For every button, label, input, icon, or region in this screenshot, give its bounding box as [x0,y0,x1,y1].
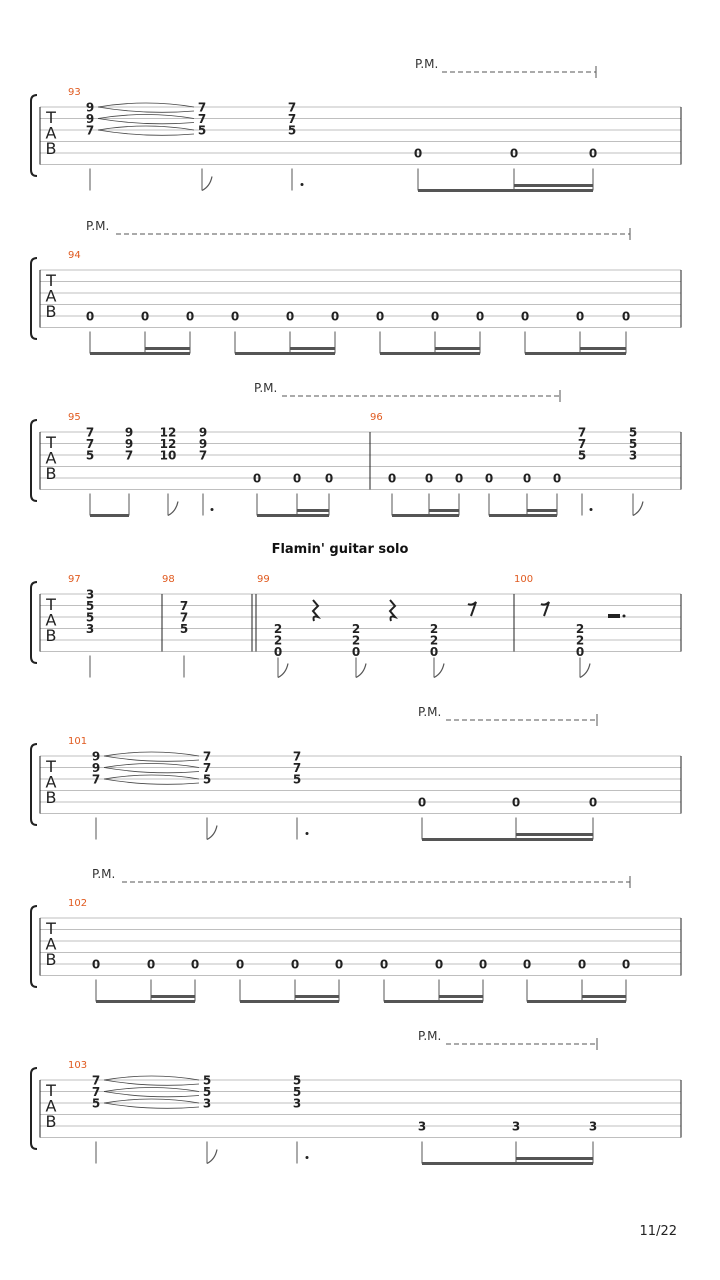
fret-number: 5 [85,448,95,463]
fret-number: 9 [85,112,95,126]
fret-number: 0 [520,309,530,324]
fret-number: 7 [577,425,587,440]
fret-number: 0 [324,471,334,486]
tab-clef-letter: A [45,934,57,954]
fret-number: 0 [454,471,464,486]
fret-number: 0 [351,645,361,659]
fret-number: 5 [628,437,638,451]
slide-curve [98,103,194,107]
fret-number: 7 [91,772,101,787]
note-flag [202,177,212,191]
fret-number: 5 [85,610,95,625]
system-bracket [31,95,37,176]
palm-mute-label: P.M. [86,219,110,233]
fret-number: 0 [475,309,485,324]
measure-number: 99 [257,574,270,585]
measure-number: 103 [68,1060,88,1071]
tab-system [31,381,681,516]
tab-system [31,705,681,840]
fret-number: 7 [179,599,189,613]
fret-number: 7 [179,610,189,625]
quarter-rest-symbol [313,600,318,621]
slide-curve [98,119,194,124]
tab-clef-letter: B [45,464,57,483]
fret-number: 0 [621,309,631,324]
fret-number: 3 [202,1096,212,1111]
fret-number: 7 [292,761,302,775]
slide-curve [98,126,194,130]
augmentation-dot [306,832,309,835]
slide-curve [98,115,194,119]
tab-clef-letter: A [45,772,57,792]
augmentation-dot [590,508,593,511]
slide-curve [104,768,199,773]
fret-number: 5 [202,772,212,787]
fret-number: 0 [417,795,427,810]
fret-number: 5 [91,1096,101,1111]
fret-number: 7 [292,749,302,764]
fret-number: 0 [235,957,245,972]
fret-number: 7 [85,123,95,138]
system-bracket [31,582,37,663]
tab-clef-letter: B [45,626,57,645]
tab-clef-letter: B [45,139,57,158]
fret-number: 9 [124,437,134,451]
fret-number: 3 [511,1119,521,1134]
tab-clef-letter: B [45,302,57,321]
measure-number: 100 [514,574,534,585]
fret-number: 3 [588,1119,598,1134]
half-rest-symbol [608,614,620,618]
fret-number: 0 [146,957,156,972]
fret-number: 0 [379,957,389,972]
tab-clef-letter: B [45,788,57,807]
fret-number: 0 [413,146,423,161]
palm-mute-label: P.M. [418,705,442,719]
fret-number: 2 [351,633,361,648]
slide-curve [98,130,194,135]
note-flag [633,502,643,516]
fret-number: 3 [417,1119,427,1134]
fret-number: 9 [91,761,101,775]
slide-curve [104,1092,199,1097]
palm-mute-label: P.M. [418,1029,442,1043]
page-number: 11/22 [639,1224,677,1239]
augmentation-dot [623,615,626,618]
fret-number: 12 [159,437,177,451]
fret-number: 2 [429,633,439,648]
fret-number: 0 [522,471,532,486]
fret-number: 7 [198,448,208,463]
fret-number: 0 [252,471,262,486]
system-bracket [31,420,37,501]
fret-number: 10 [159,448,177,463]
fret-number: 7 [85,437,95,451]
tab-system [31,867,681,1002]
note-flag [278,664,288,678]
system-bracket [31,906,37,987]
measure-number: 93 [68,87,81,98]
fret-number: 5 [202,1073,212,1088]
fret-number: 0 [511,795,521,810]
measure-number: 97 [68,574,81,585]
tab-clef-letter: B [45,950,57,969]
fret-number: 5 [179,622,189,636]
fret-number: 0 [375,309,385,324]
fret-number: 0 [185,309,195,324]
fret-number: 0 [588,795,598,810]
palm-mute-label: P.M. [254,381,278,395]
fret-number: 0 [434,957,444,972]
tab-clef-letter: B [45,1112,57,1131]
tab-clef-letter: A [45,610,57,630]
fret-number: 9 [198,425,208,440]
fret-number: 9 [198,437,208,451]
fret-number: 7 [197,100,207,115]
tab-system [31,1029,681,1164]
fret-number: 0 [290,957,300,972]
fret-number: 0 [509,146,519,161]
slide-curve [104,779,199,784]
note-flag [207,1150,217,1164]
fret-number: 5 [85,599,95,613]
note-flag [580,664,590,678]
tab-clef-letter: T [46,108,56,127]
fret-number: 7 [124,448,134,463]
augmentation-dot [211,508,214,511]
slide-curve [104,1088,199,1092]
fret-number: 5 [628,425,638,440]
palm-mute-label: P.M. [415,57,439,71]
fret-number: 5 [202,1085,212,1099]
fret-number: 7 [577,437,587,451]
tab-system [31,574,681,678]
system-bracket [31,258,37,339]
fret-number: 12 [159,425,177,440]
fret-number: 0 [334,957,344,972]
fret-number: 2 [273,622,283,636]
fret-number: 0 [577,957,587,972]
fret-number: 2 [429,622,439,636]
measure-number: 94 [68,250,81,261]
slide-curve [104,775,199,779]
note-flag [356,664,366,678]
slide-curve [104,1099,199,1103]
fret-number: 0 [575,309,585,324]
fret-number: 7 [91,1073,101,1088]
fret-number: 0 [85,309,95,324]
fret-number: 0 [552,471,562,486]
note-flag [168,502,178,516]
fret-number: 0 [575,645,585,659]
tab-clef-letter: T [46,595,56,614]
slide-curve [104,1080,199,1085]
tab-system [31,219,681,354]
fret-number: 9 [91,749,101,764]
fret-number: 7 [91,1085,101,1099]
section-title: Flamin' guitar solo [271,542,409,557]
fret-number: 7 [197,112,207,126]
fret-number: 2 [351,622,361,636]
fret-number: 3 [85,587,95,602]
fret-number: 0 [588,146,598,161]
measure-number: 101 [68,736,88,747]
tab-clef-letter: T [46,433,56,452]
fret-number: 7 [287,100,297,115]
slide-curve [104,756,199,761]
fret-number: 5 [292,1073,302,1088]
fret-number: 3 [85,622,95,636]
fret-number: 0 [140,309,150,324]
measure-number: 98 [162,574,175,585]
slide-curve [104,752,199,756]
fret-number: 0 [522,957,532,972]
fret-number: 0 [285,309,295,324]
slide-curve [104,764,199,768]
slide-curve [98,107,194,112]
fret-number: 2 [575,622,585,636]
tab-clef-letter: A [45,448,57,468]
palm-mute-label: P.M. [92,867,116,881]
system-bracket [31,1068,37,1149]
fret-number: 0 [273,645,283,659]
measure-number: 95 [68,412,81,423]
fret-number: 0 [621,957,631,972]
fret-number: 2 [575,633,585,648]
augmentation-dot [301,183,304,186]
measure-number: 96 [370,412,383,423]
fret-number: 7 [85,425,95,440]
fret-number: 0 [230,309,240,324]
slide-curve [104,1076,199,1080]
tab-clef-letter: A [45,123,57,143]
fret-number: 5 [292,1085,302,1099]
fret-number: 0 [330,309,340,324]
fret-number: 0 [430,309,440,324]
fret-number: 3 [292,1096,302,1111]
fret-number: 2 [273,633,283,648]
measure-number: 102 [68,898,88,909]
fret-number: 0 [91,957,101,972]
tab-clef-letter: T [46,1081,56,1100]
tab-system [31,57,681,191]
note-flag [434,664,444,678]
fret-number: 7 [287,112,297,126]
fret-number: 5 [577,448,587,463]
tab-clef-letter: T [46,271,56,290]
fret-number: 7 [202,749,212,764]
fret-number: 0 [429,645,439,659]
fret-number: 0 [292,471,302,486]
fret-number: 0 [478,957,488,972]
fret-number: 5 [197,123,207,138]
fret-number: 5 [292,772,302,787]
eighth-rest-symbol [468,602,476,616]
fret-number: 5 [287,123,297,138]
system-bracket [31,744,37,825]
fret-number: 0 [484,471,494,486]
fret-number: 7 [202,761,212,775]
fret-number: 9 [85,100,95,115]
fret-number: 3 [628,448,638,463]
tab-clef-letter: A [45,286,57,306]
fret-number: 0 [190,957,200,972]
fret-number: 0 [387,471,397,486]
slide-curve [104,1103,199,1108]
eighth-rest-symbol [541,602,549,616]
fret-number: 9 [124,425,134,440]
fret-number: 0 [424,471,434,486]
augmentation-dot [306,1156,309,1159]
tab-clef-letter: T [46,757,56,776]
quarter-rest-symbol [390,600,395,621]
tab-clef-letter: A [45,1096,57,1116]
note-flag [207,826,217,840]
tab-clef-letter: T [46,919,56,938]
